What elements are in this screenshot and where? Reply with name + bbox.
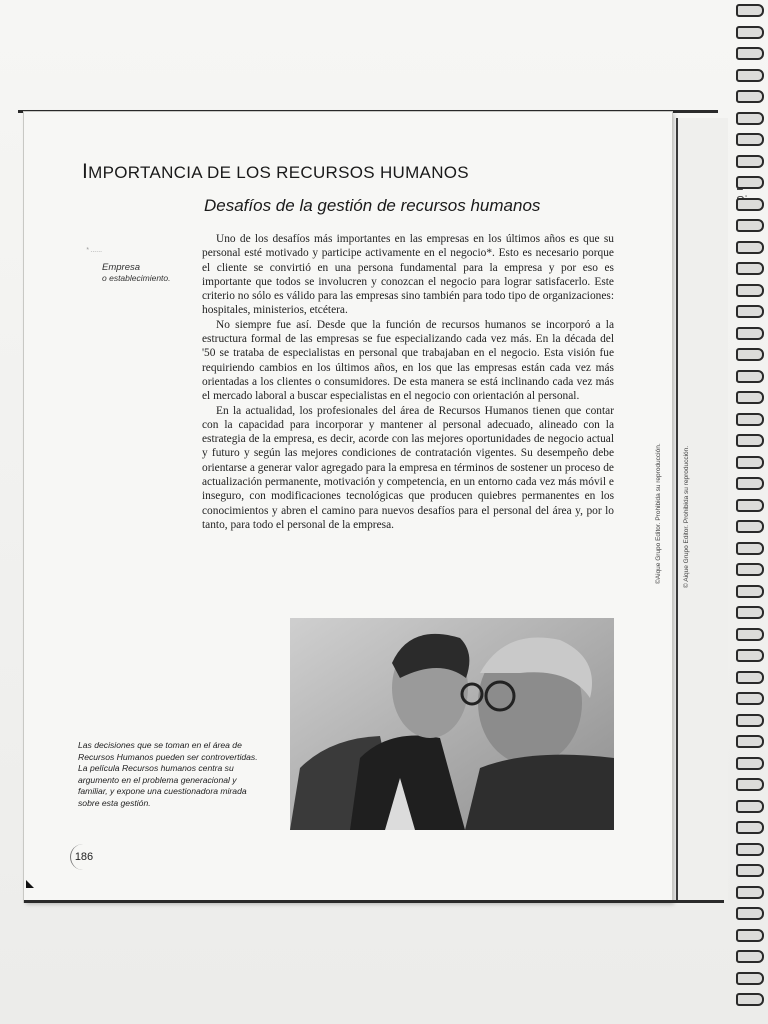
spiral-coil — [736, 714, 764, 727]
body-paragraph: No siempre fue así. Desde que la función de recursos humanos se incorporó a la estructura formal de las empresas se fue especializando cada vez más. En la década del '50 se trataba de especialistas en personal que trabajaban en el negocio. Esta visión fue requiriendo cambios en los últimos años, en los que las empresas están cada vez más orientadas a los clientes o consumidores. De esta manera se está inclinando cada vez más el mercado laboral a buscar especialistas en el negocio con orientación al personal. — [202, 318, 614, 403]
spiral-coil — [736, 219, 764, 232]
spiral-coil — [736, 155, 764, 168]
spiral-binding — [736, 0, 768, 1024]
spiral-coil — [736, 993, 764, 1006]
spiral-coil — [736, 477, 764, 490]
spiral-coil — [736, 262, 764, 275]
photo-illustration — [290, 618, 614, 830]
spiral-coil — [736, 47, 764, 60]
spiral-coil — [736, 606, 764, 619]
spiral-coil — [736, 735, 764, 748]
body-text — [202, 232, 614, 532]
spiral-coil — [736, 520, 764, 533]
spiral-coil — [736, 26, 764, 39]
spiral-coil — [736, 628, 764, 641]
spiral-coil — [736, 821, 764, 834]
spiral-coil — [736, 692, 764, 705]
spiral-coil — [736, 348, 764, 361]
margin-note-marker: * ...... — [86, 247, 103, 254]
spiral-coil — [736, 563, 764, 576]
film-still-photo — [290, 618, 614, 830]
spiral-coil — [736, 90, 764, 103]
spiral-coil — [736, 391, 764, 404]
spiral-coil — [736, 198, 764, 211]
margin-note-term: Empresa — [102, 262, 141, 273]
spiral-coil — [736, 778, 764, 791]
spiral-coil — [736, 112, 764, 125]
section-title-rest: MPORTANCIA DE LOS RECURSOS HUMANOS — [88, 163, 469, 182]
margin-note-definition: o establecimiento. — [102, 273, 171, 283]
spiral-coil — [736, 133, 764, 146]
spiral-coil — [736, 305, 764, 318]
spiral-coil — [736, 327, 764, 340]
spiral-coil — [736, 671, 764, 684]
spiral-coil — [736, 370, 764, 383]
spiral-coil — [736, 456, 764, 469]
spiral-coil — [736, 907, 764, 920]
spiral-coil — [736, 585, 764, 598]
section-title-initial: I — [82, 160, 89, 183]
spiral-coil — [736, 4, 764, 17]
corner-mark — [26, 880, 34, 888]
copyright-notice: © Aique Grupo Editor. Prohibida su reproducción. — [683, 445, 690, 588]
spiral-coil — [736, 800, 764, 813]
subtitle: Desafíos de la gestión de recursos humanos — [204, 196, 541, 215]
section-title — [82, 160, 469, 184]
spiral-coil — [736, 886, 764, 899]
spiral-coil — [736, 972, 764, 985]
margin-glossary-note — [82, 244, 192, 283]
spiral-coil — [736, 649, 764, 662]
page-number: 186 — [70, 844, 97, 870]
spiral-coil — [736, 843, 764, 856]
spiral-coil — [736, 241, 764, 254]
spiral-coil — [736, 542, 764, 555]
body-paragraph: Uno de los desafíos más importantes en las empresas en los últimos años es que su personal esté motivado y participe activamente en el negocio*. Esto es necesario porque el cliente se convirtió en una persona fundamental para la empresa y por eso es importante que todos se involucren y conozcan el negocio para lograr satisfacerlo. Este criterio no sólo es válido para las empresas sino también para todo tipo de organizaciones: hospitales, ministerios, etcétera. — [202, 233, 614, 317]
spiral-coil — [736, 757, 764, 770]
spiral-coil — [736, 929, 764, 942]
spiral-coil — [736, 284, 764, 297]
spiral-coil — [736, 950, 764, 963]
spiral-coil — [736, 69, 764, 82]
spiral-coil — [736, 434, 764, 447]
spiral-coil — [736, 864, 764, 877]
photo-caption: Las decisiones que se toman en el área de Recursos Humanos pueden ser controvertidas. La película Recursos humanos centra su argumento en el problema generacional y familiar, y expone una cuestionadora mirada sobre esta gestión. — [78, 740, 258, 808]
spiral-coil — [736, 413, 764, 426]
spiral-coil — [736, 499, 764, 512]
body-paragraph: En la actualidad, los profesionales del área de Recursos Humanos tienen que contar con la capacidad para incorporar y mantener al personal adecuado, alineado con la estrategia de la empresa, es decir, acorde con las mejores oportunidades de negocio actual y futuro y según las mejores condiciones de contratación vigentes. Su desempeño debe orientarse a generar valor agregado para la empresa en términos de sostener un proceso de actualización permanente, motivación y competencia, en un entorno cada vez más móvil e inseguro, con modificaciones tecnológicas que producen quiebres permanentes en los conocimientos y abren el camino para nuevos desafíos para el personal del área y, por lo tanto, para todo el personal de la empresa. — [202, 404, 614, 531]
spiral-coil — [736, 176, 764, 189]
page-bottom-edge — [24, 900, 724, 903]
copyright-notice: ©Aique Grupo Editor. Prohibida su reproducción. — [655, 443, 662, 584]
